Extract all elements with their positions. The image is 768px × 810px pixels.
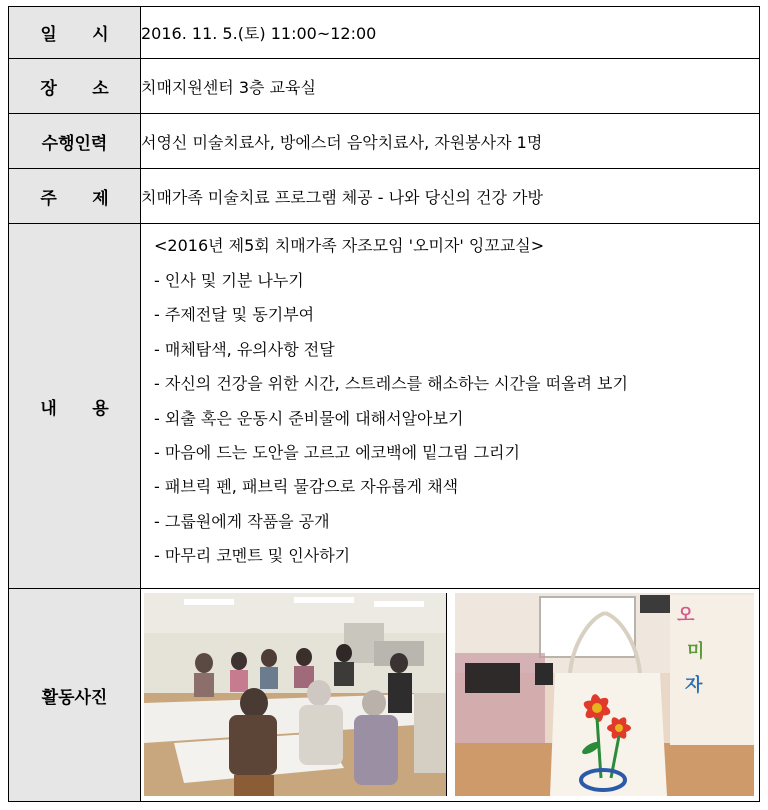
content-label [9, 224, 141, 589]
content-item: - 주제전달 및 동기부여 [154, 305, 315, 325]
place-value: 치매지원센터 3층 교육실 [141, 59, 760, 114]
ecobag-photo-image [455, 593, 754, 796]
content-value [141, 224, 760, 589]
staff-value: 서영신 미술치료사, 방에스더 음악치료사, 자원봉사자 1명 [141, 114, 760, 169]
svg-text:미: 미 [687, 641, 705, 662]
row-content [9, 224, 760, 589]
content-item: - 그룹원에게 작품을 공개 [154, 511, 330, 531]
topic-value: 치매가족 미술치료 프로그램 체공 - 나와 당신의 건강 가방 [141, 169, 760, 224]
content-item: - 마무리 코멘트 및 인사하기 [154, 546, 351, 566]
photos-label: 활동사진 [9, 589, 141, 802]
classroom-photo-image [144, 593, 446, 796]
row-staff [9, 114, 760, 169]
row-place [9, 59, 760, 114]
date-value: 2016. 11. 5.(토) 11:00~12:00 [141, 7, 760, 59]
date-label [9, 7, 141, 59]
content-title: <2016년 제5회 치매가족 자조모임 '오미자' 잉꼬교실> [154, 236, 545, 255]
photos-cell [141, 589, 760, 802]
topic-label [9, 169, 141, 224]
photo-strip [141, 589, 759, 800]
content-item: - 마음에 드는 도안을 고르고 에코백에 밑그림 그리기 [154, 442, 520, 462]
content-list [141, 224, 759, 584]
content-item: - 외출 혹은 운동시 준비물에 대해서알아보기 [154, 408, 464, 428]
row-date [9, 7, 760, 59]
content-item: - 자신의 건강을 위한 시간, 스트레스를 해소하는 시간을 떠올려 보기 [154, 374, 628, 394]
svg-text:오: 오 [677, 605, 695, 626]
row-topic [9, 169, 760, 224]
place-label-text: 장 소 [40, 78, 109, 99]
ecobag-photo [455, 593, 754, 796]
classroom-photo [144, 593, 447, 796]
activity-report-table [8, 6, 760, 802]
topic-label-text: 주 제 [40, 188, 109, 209]
row-photos [9, 589, 760, 802]
place-label [9, 59, 141, 114]
content-label-text: 내 용 [40, 398, 109, 419]
content-item: - 인사 및 기분 나누기 [154, 271, 304, 290]
date-label-text: 일 시 [40, 25, 109, 45]
content-item: - 매체탐색, 유의사항 전달 [154, 339, 335, 359]
content-item: - 패브릭 펜, 패브릭 물감으로 자유롭게 채색 [154, 477, 459, 497]
svg-text:자: 자 [685, 675, 703, 696]
staff-label: 수행인력 [9, 114, 141, 169]
